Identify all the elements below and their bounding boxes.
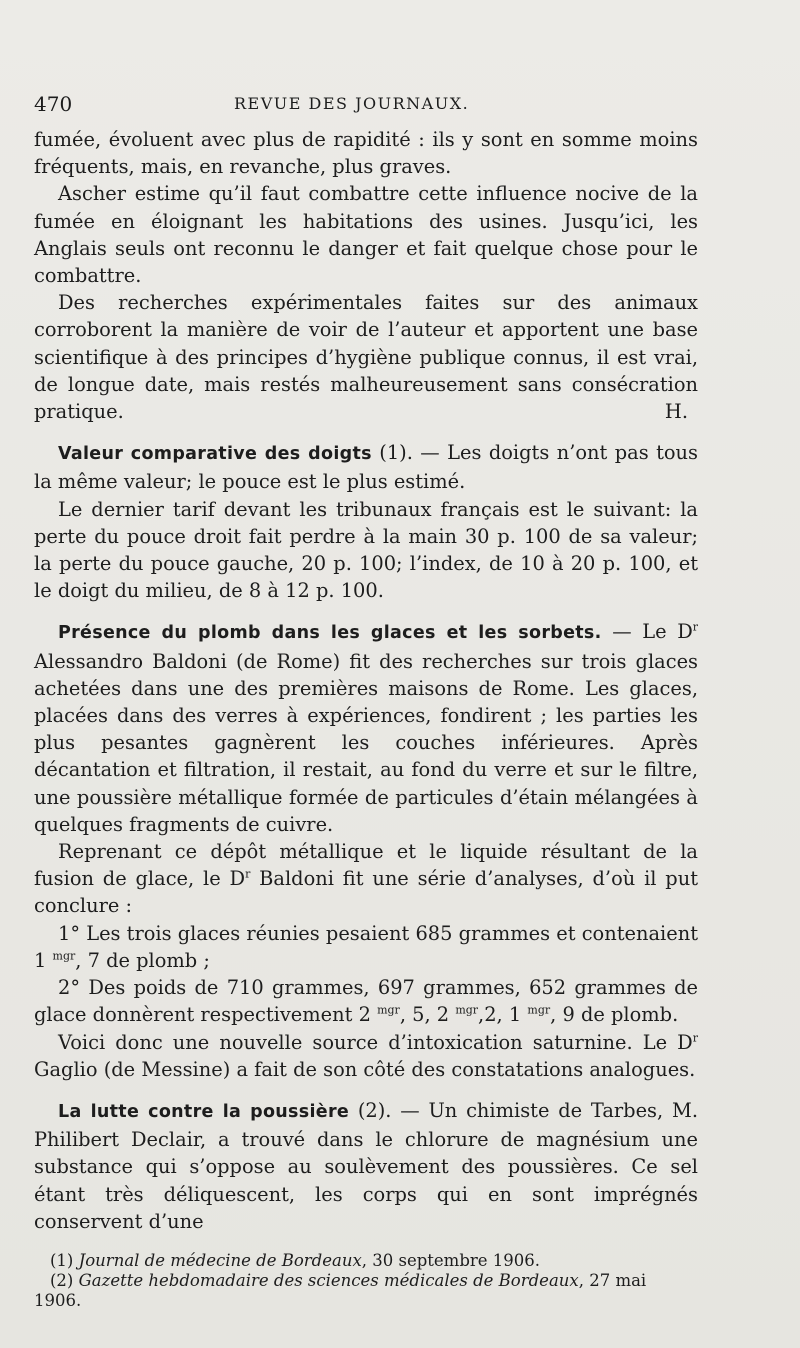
paragraph-text: , 5, 2 — [399, 1003, 456, 1027]
footnote-number: (2) — [50, 1271, 79, 1290]
paragraph-text: ,2, 1 — [478, 1003, 528, 1027]
paragraph: fumée, évoluent avec plus de rapidité : ils y sont en somme moins fréquents, mais, en revanche, plus graves. — [34, 128, 698, 179]
running-title: REVUE DES JOURNAUX. — [234, 94, 470, 113]
article-body — [34, 126, 698, 1235]
section-heading: Valeur comparative des doigts — [58, 444, 372, 465]
paragraph — [34, 1029, 698, 1083]
footnote-title: Gazette hebdomadaire des sciences médicales de Bordeaux — [78, 1271, 579, 1290]
superscript: mgr — [527, 1003, 551, 1017]
paragraph-text: 1° Les trois glaces réunies pesaient 685 grammes et contenaient 1 — [34, 921, 698, 972]
footnote-text: , 30 septembre 1906. — [361, 1251, 541, 1270]
section-dust — [34, 1097, 698, 1235]
superscript: r — [692, 620, 699, 634]
paragraph-text: Baldoni fit une série d’analyses, d’où il put conclure : — [34, 867, 699, 918]
section-text: Alessandro Baldoni (de Rome) fit des recherches sur trois glaces achetées dans une des premières maisons de Rome. Les glaces, placées dans des verres à expériences, fondirent ; les parties les plus pesantes gagnèrent les couches inférieures. Après décantation et filtration, il restait, au fond du verre et sur le filtre, une poussière métallique formée de particules d’étain mélangées à quelques fragments de cuivre. — [34, 649, 698, 836]
superscript: mgr — [455, 1003, 479, 1017]
footnote-text: , 27 mai 1906. — [34, 1271, 647, 1310]
footnotes — [34, 1251, 698, 1311]
section-heading: Présence du plomb dans les glaces et les sorbets. — [58, 623, 602, 644]
author-initial: H. — [664, 400, 688, 424]
section-text: (1). — Les doigts n’ont pas tous la même valeur; le pouce est le plus estimé. — [34, 441, 698, 494]
superscript: r — [692, 1031, 698, 1045]
section-lead — [34, 618, 698, 838]
footnote-title: Journal de médecine de Bordeaux — [78, 1251, 362, 1270]
footnote-number: (1) — [50, 1251, 79, 1270]
paragraph-text: Des recherches expérimentales faites sur des animaux corroborent la manière de voir de l’auteur et apportent une base scientifique à des principes d’hygiène publique connus, il est vrai, de longue date, mais restés malheureusement sans consécration pratique. — [34, 291, 698, 424]
section-fingers — [34, 439, 698, 495]
section-text: — Le D — [601, 620, 693, 644]
paragraph — [34, 289, 698, 425]
page-number: 470 — [34, 92, 73, 116]
list-item — [34, 920, 698, 974]
paragraph-text: Gaglio (de Messine) a fait de son côté des constatations analogues. — [34, 1057, 696, 1081]
footnote — [34, 1271, 698, 1311]
superscript: r — [245, 867, 251, 881]
paragraph-text: , 7 de plomb ; — [75, 948, 210, 972]
list-item — [34, 974, 698, 1028]
section-text: (2). — Un chimiste de Tarbes, M. Philibert Declair, a trouvé dans le chlorure de magnésium une substance qui s’oppose au soulèvement des poussières. Ce sel étant très déliquescent, les corps qui en sont imprégnés conservent d’une — [34, 1098, 698, 1233]
paragraph: Le dernier tarif devant les tribunaux français est le suivant: la perte du pouce droit fait perdre à la main 30 p. 100 de sa valeur; la perte du pouce gauche, 20 p. 100; l’index, de 10 à 20 p. 100, et le doigt du milieu, de 8 à 12 p. 100. — [34, 497, 698, 603]
superscript: mgr — [52, 949, 76, 963]
paragraph-text: , 9 de plomb. — [550, 1003, 679, 1027]
paragraph-text: Voici donc une nouvelle source d’intoxication saturnine. Le D — [58, 1030, 693, 1054]
section-heading: La lutte contre la poussière — [58, 1101, 350, 1122]
paragraph-text: Reprenant ce dépôt métallique et le liquide résultant de la fusion de glace, le D — [34, 840, 698, 891]
paragraph — [34, 838, 698, 920]
footnote — [34, 1251, 698, 1271]
paragraph-text: 2° Des poids de 710 grammes, 697 grammes, 652 grammes de glace donnèrent respectivement 2 — [34, 976, 698, 1027]
superscript: mgr — [377, 1003, 400, 1017]
paragraph: Ascher estime qu’il faut combattre cette influence nocive de la fumée en éloignant les habitations des usines. Jusqu’ici, les Anglais seuls ont reconnu le danger et fait quelque chose pour le combattre. — [34, 182, 698, 288]
